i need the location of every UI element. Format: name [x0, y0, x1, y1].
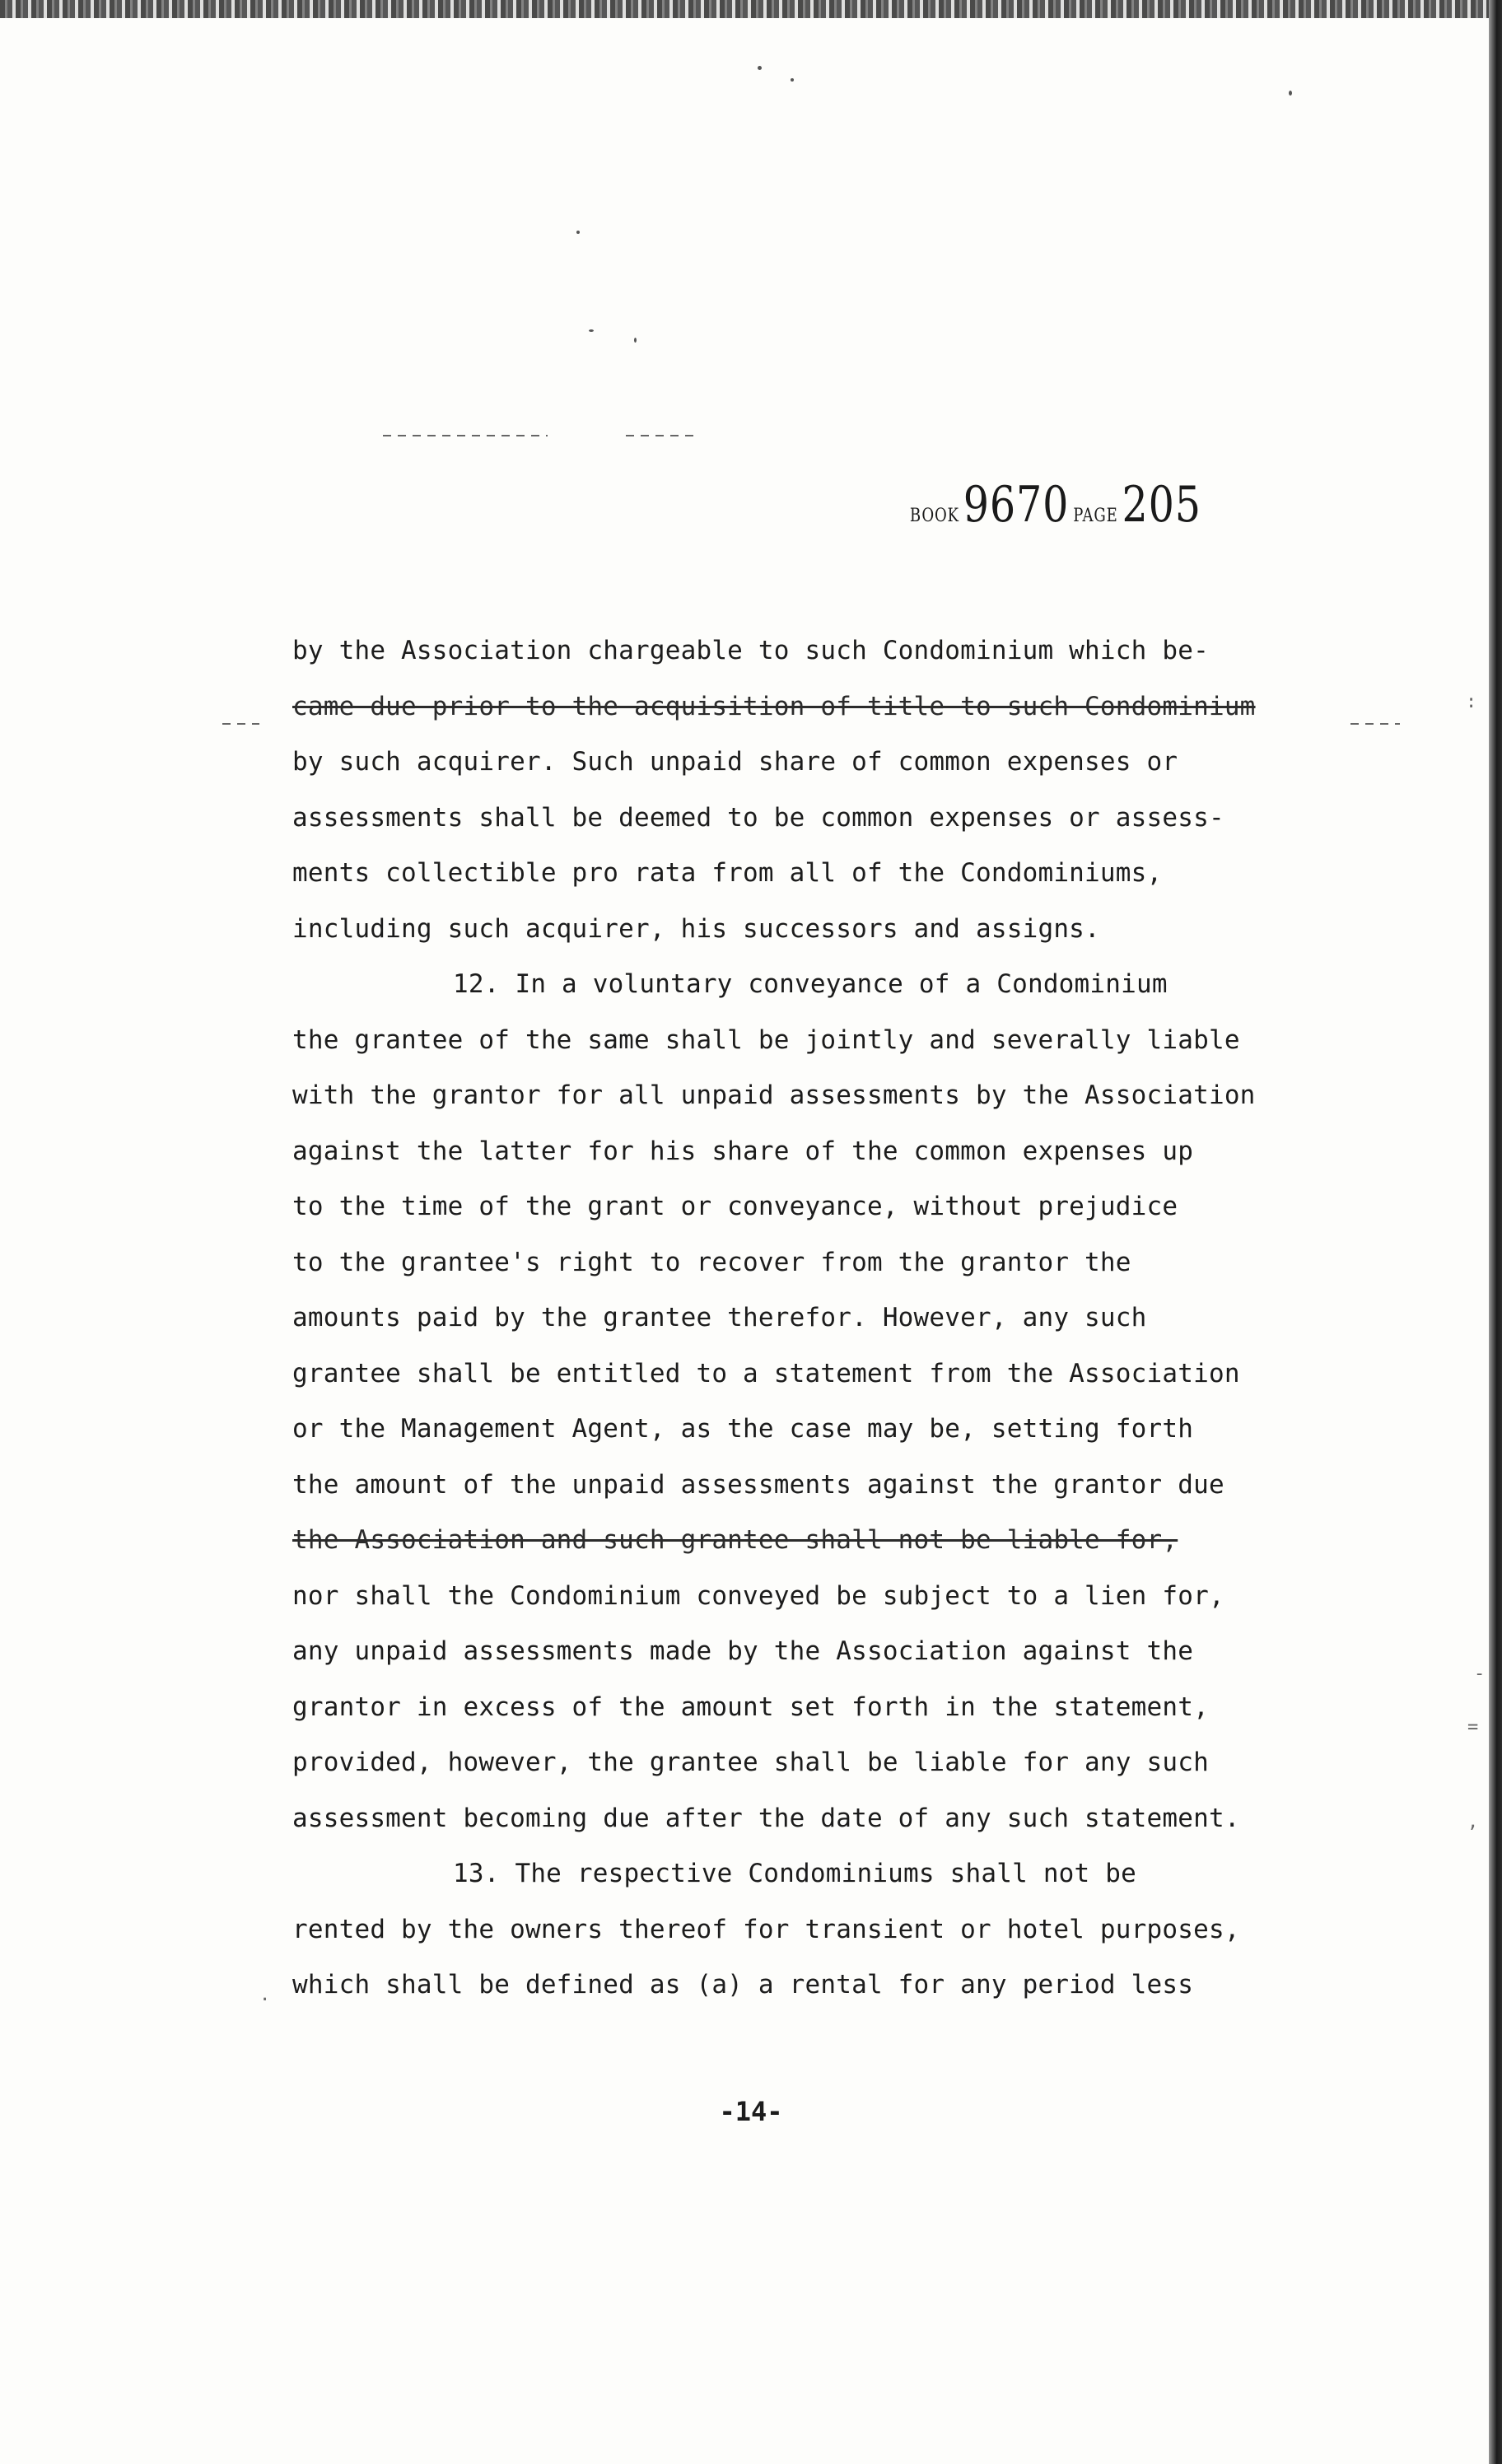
scan-dash-rule — [222, 723, 259, 725]
scan-speck — [758, 66, 762, 70]
page-number-stamp: 205 — [1122, 476, 1201, 534]
text-line: against the latter for his share of the common expenses up — [292, 1136, 1194, 1166]
book-label: BOOK — [909, 506, 959, 526]
margin-mark: = — [1467, 1717, 1479, 1738]
text-line-struck: the Association and such grantee shall not be liable for, — [292, 1525, 1178, 1555]
scan-speck — [589, 329, 594, 332]
text-line: ments collectible pro rata from all of the Condominiums, — [292, 858, 1163, 888]
book-page-reference — [906, 476, 1201, 542]
text-line: to the time of the grant or conveyance, without prejudice — [292, 1192, 1178, 1221]
margin-mark: : — [1466, 692, 1477, 712]
scan-right-edge — [1489, 0, 1502, 2464]
text-line: amounts paid by the grantee therefor. However, any such — [292, 1303, 1147, 1332]
text-line: rented by the owners thereof for transient or hotel purposes, — [292, 1914, 1240, 1944]
scan-speck — [1289, 91, 1292, 96]
text-line: grantee shall be entitled to a statement from the Association — [292, 1358, 1240, 1388]
scan-speck — [791, 78, 794, 82]
page-label: PAGE — [1073, 506, 1118, 526]
text-line: or the Management Agent, as the case may be, setting forth — [292, 1414, 1194, 1444]
text-line: any unpaid assessments made by the Association against the — [292, 1636, 1194, 1666]
book-number: 9670 — [963, 476, 1070, 534]
paragraph-12-start: 12. In a voluntary conveyance of a Condominium — [453, 969, 1168, 999]
text-line: with the grantor for all unpaid assessments by the Association — [292, 1080, 1256, 1110]
scan-dash-rule — [626, 435, 700, 436]
text-line: the grantee of the same shall be jointly and severally liable — [292, 1024, 1240, 1055]
scan-dash-rule — [383, 435, 548, 436]
footer-page-number: -14- — [719, 2096, 783, 2127]
scan-speck — [576, 231, 580, 234]
body-text — [292, 623, 1379, 2014]
text-line: assessment becoming due after the date of any such statement. — [292, 1803, 1240, 1833]
text-line: provided, however, the grantee shall be liable for any such — [292, 1748, 1209, 1777]
margin-mark: , — [1467, 1812, 1479, 1832]
scan-top-edge — [0, 0, 1502, 18]
paragraph-13-start: 13. The respective Condominiums shall not be — [453, 1859, 1136, 1888]
text-line: the amount of the unpaid assessments against the grantor due — [292, 1469, 1224, 1500]
text-line: grantor in excess of the amount set forth in the statement, — [292, 1692, 1209, 1722]
text-line: by the Association chargeable to such Condominium which be- — [292, 636, 1209, 665]
margin-mark: . — [259, 1985, 271, 2005]
scan-speck — [634, 338, 637, 343]
margin-mark: - — [1474, 1664, 1486, 1684]
text-line: by such acquirer. Such unpaid share of common expenses or — [292, 747, 1178, 777]
text-line: nor shall the Condominium conveyed be subject to a lien for, — [292, 1580, 1224, 1611]
text-line: assessments shall be deemed to be common expenses or assess- — [292, 802, 1224, 833]
text-line: which shall be defined as (a) a rental for any period less — [292, 1970, 1194, 2000]
text-line: including such acquirer, his successors and assigns. — [292, 913, 1100, 944]
text-line: to the grantee's right to recover from the grantor the — [292, 1247, 1131, 1277]
text-line-struck: came due prior to the acquisition of title to such Condominium — [292, 691, 1256, 721]
